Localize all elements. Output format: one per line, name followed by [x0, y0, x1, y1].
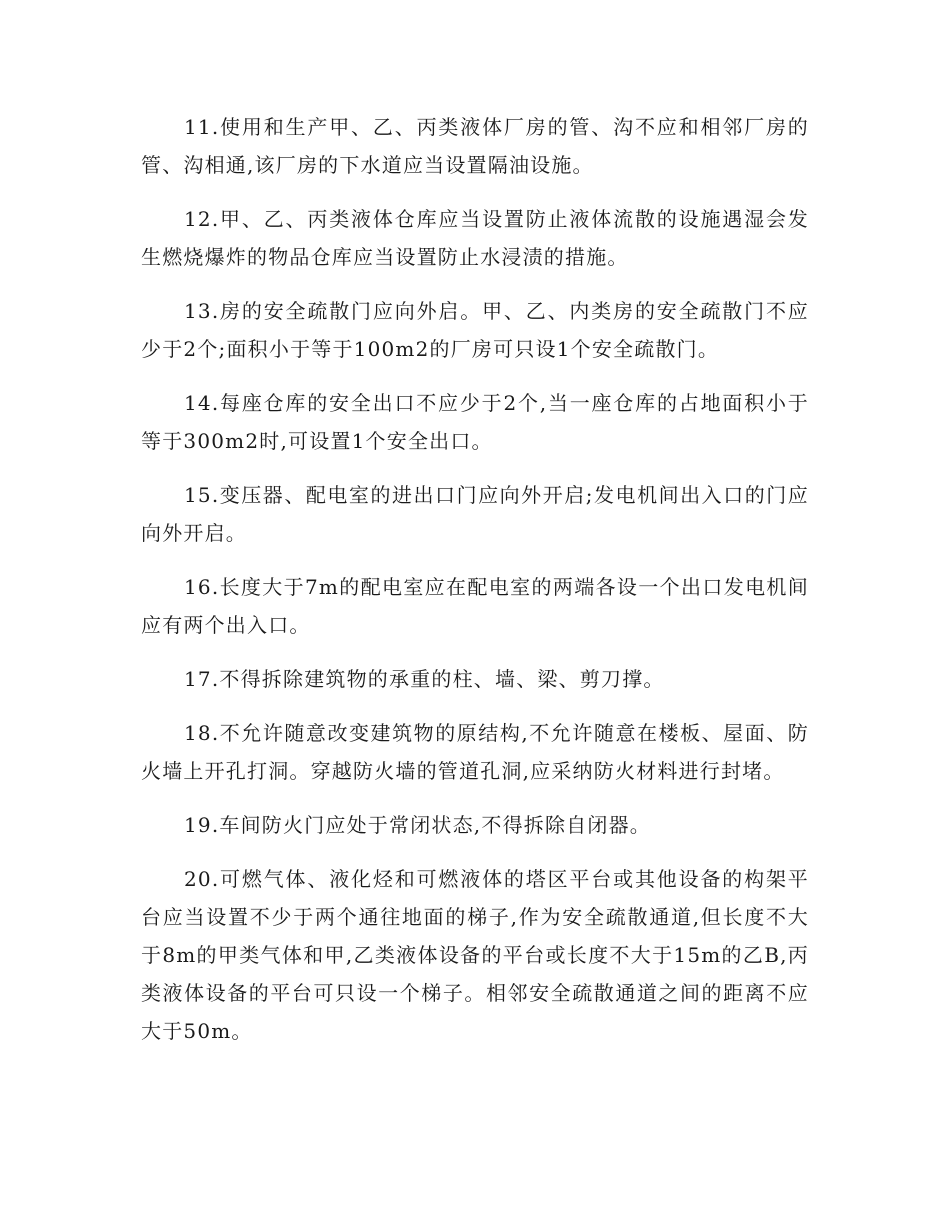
paragraph-item-18: 18.不允许随意改变建筑物的原结构,不允许随意在楼板、屋面、防火墙上开孔打洞。穿越防火墙的管道孔洞,应采纳防火材料进行封堵。: [141, 721, 809, 783]
document-body: [141, 108, 809, 1066]
paragraph-item-15: 15.变压器、配电室的进出口门应向外开启;发电机间出入口的门应向外开启。: [141, 483, 809, 545]
paragraph-item-14: 14.每座仓库的安全出口不应少于2个,当一座仓库的占地面积小于等于300m2时,可设置1个安全出口。: [141, 391, 809, 453]
paragraph-item-20: 20.可燃气体、液化烃和可燃液体的塔区平台或其他设备的构架平台应当设置不少于两个通往地面的梯子,作为安全疏散通道,但长度不大于8m的甲类气体和甲,乙类液体设备的平台或长度不大于15m的乙B,丙类液体设备的平台可只设一个梯子。相邻安全疏散通道之间的距离不应大于50m。: [141, 867, 809, 1043]
paragraph-item-13: 13.房的安全疏散门应向外启。甲、乙、内类房的安全疏散门不应少于2个;面积小于等于100m2的厂房可只设1个安全疏散门。: [141, 299, 809, 361]
paragraph-item-19: 19.车间防火门应处于常闭状态,不得拆除自闭器。: [184, 813, 651, 837]
paragraph-item-17: 17.不得拆除建筑物的承重的柱、墙、梁、剪刀撑。: [184, 667, 665, 691]
paragraph-item-11: 11.使用和生产甲、乙、丙类液体厂房的管、沟不应和相邻厂房的管、沟相通,该厂房的下水道应当设置隔油设施。: [141, 115, 809, 177]
paragraph-item-16: 16.长度大于7m的配电室应在配电室的两端各设一个出口发电机间应有两个出入口。: [141, 575, 809, 637]
paragraph-item-12: 12.甲、乙、丙类液体仓库应当设置防止液体流散的设施遇湿会发生燃烧爆炸的物品仓库应当设置防止水浸渍的措施。: [141, 207, 809, 269]
